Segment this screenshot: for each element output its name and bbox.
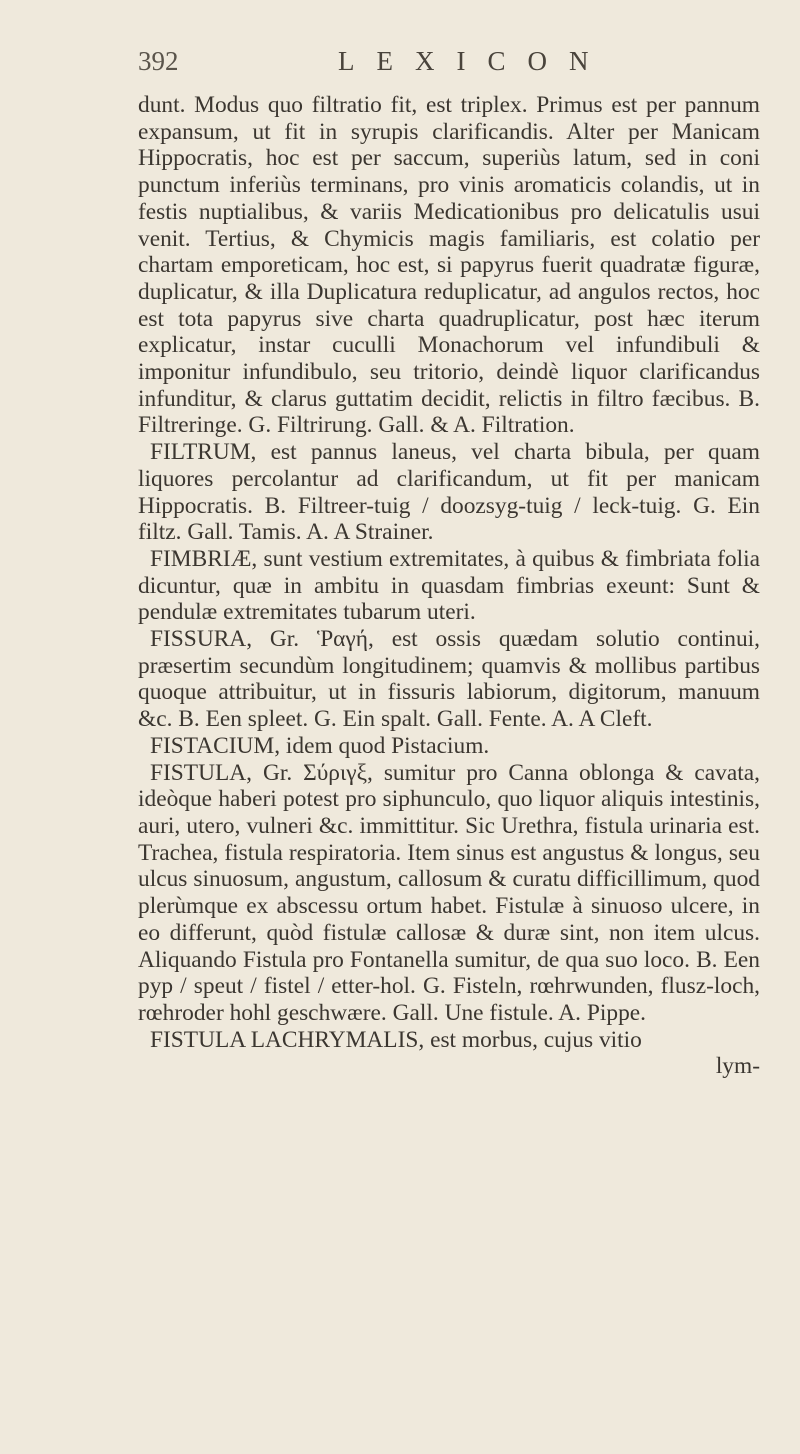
page-header (138, 46, 760, 92)
running-title: LEXICON (338, 46, 611, 76)
entry-fistula: FISTULA, Gr. Σύριγξ, sumitur pro Canna oblonga & cavata, ideòque haberi potest pro siphunculo, quo liquor aliquis intestinis, auri, utero, vulneri &c. immittitur. Sic Urethra, fistula urinaria est. Trachea, fistula respiratoria. Item sinus est angustus & longus, seu ulcus sinuosum, angustum, callosum & curatu difficillimum, quod plerùmque ex abscessu ortum habet. Fistulæ à sinuoso ulcere, in eo differunt, quòd fistulæ callosæ & duræ sint, non item ulcus. Aliquando Fistula pro Fontanella sumitur, de qua suo loco. B. Een pyp / speut / fistel / etter-hol. G. Fisteln, rœhrwunden, flusz-loch, rœhroder hohl geschwære. Gall. Une fistule. A. Pippe. (138, 759, 760, 1026)
entry-fistula-lachrymalis: FISTULA LACHRYMALIS, est morbus, cujus vitio (150, 1026, 642, 1053)
entry-fissura: FISSURA, Gr. Ῥαγή, est ossis quædam solutio continui, præsertim secundùm longitudinem; quamvis & mollibus partibus quoque attribuitur, ut in fissuris labiorum, digitorum, manuum &c. B. Een spleet. G. Ein spalt. Gall. Fente. A. A Cleft. (138, 626, 760, 733)
catchword: lym- (715, 1053, 760, 1080)
entry-fimbriae: FIMBRIÆ, sunt vestium extremitates, à quibus & fimbriata folia dicuntur, quæ in ambitu in quasdam fimbrias exeunt: Sunt & pendulæ extremitates tubarum uteri. (138, 545, 760, 626)
body-text (138, 92, 760, 1080)
entry-filtrum: FILTRUM, est pannus laneus, vel charta bibula, per quam liquores percolantur ad clarificandum, ut fit per manicam Hippocratis. B. Filtreer-tuig / doozsyg-tuig / leck-tuig. G. Ein filtz. Gall. Tamis. A. A Strainer. (138, 439, 760, 546)
paragraph-filtratio: dunt. Modus quo filtratio fit, est triplex. Primus est per pannum expansum, ut fit in syrupis clarificandis. Alter per Manicam Hippocratis, hoc est per saccum, superiùs latum, sed in coni punctum inferiùs terminans, pro vinis aromaticis colandis, ut in festis nuptialibus, & variis Medicationibus pro delicatulis usui venit. Tertius, & Chymicis magis familiaris, est colatio per chartam emporeticam, hoc est, si papyrus fuerit quadratæ figuræ, duplicatur, & illa Duplicatura reduplicatur, ad angulos rectos, hoc est tota papyrus sive charta quadruplicatur, post hæc iterum explicatur, instar cuculli Monachorum vel infundibuli & imponitur infundibulo, seu tritorio, deindè liquor clarificandus infunditur, & clarus guttatim decidit, relictis in filtro fæcibus. B. Filtreringe. G. Filtrirung. Gall. & A. Filtration. (138, 92, 760, 439)
page-number: 392 (138, 46, 179, 76)
entry-fistacium: FISTACIUM, idem quod Pistacium. (150, 732, 490, 759)
